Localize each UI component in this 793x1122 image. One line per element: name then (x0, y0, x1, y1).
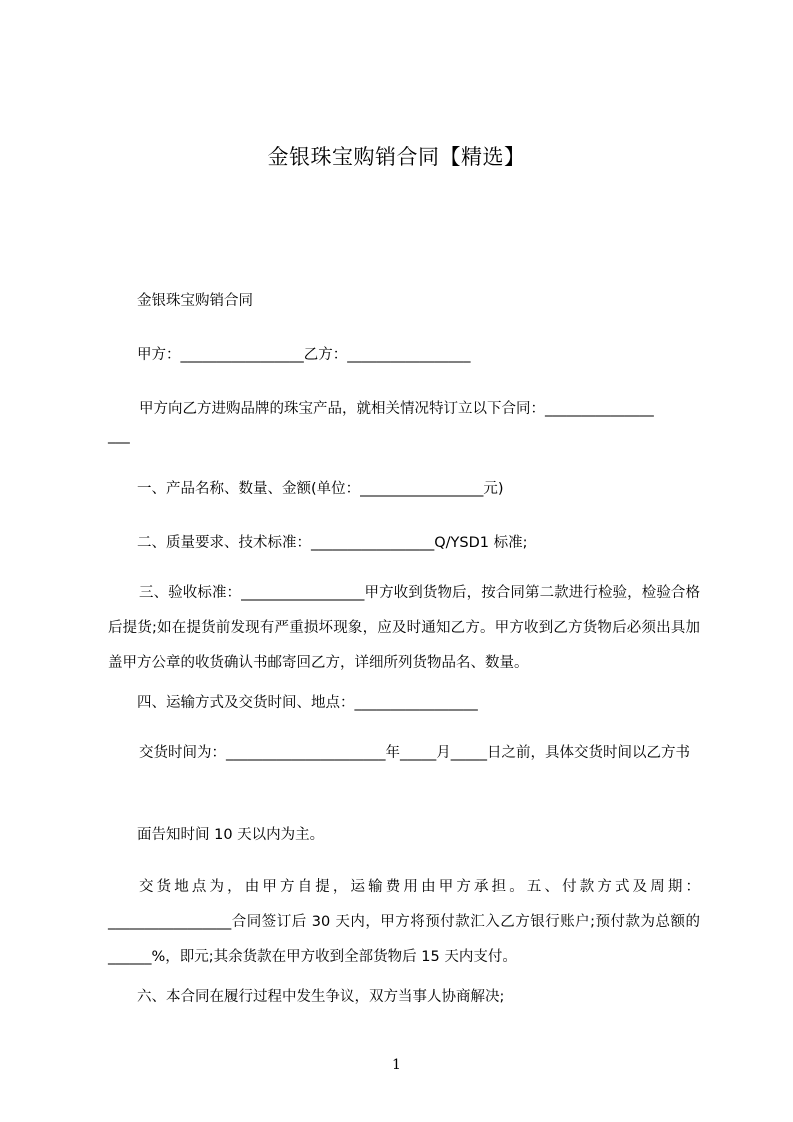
clause-5-payment: 交货地点为，由甲方自提，运输费用由甲方承担。五、付款方式及周期：_________________合同签订后 30 天内，甲方将预付款汇入乙方银行账户;预付款为总额的______%，即元;其余货款在甲方收到全部货物后 15 天内支付。 (108, 879, 700, 965)
delivery-time-paragraph: 交货时间为：______________________年_____月_____日之前，具体交货时间以乙方书 (139, 745, 690, 761)
parties-line: 甲方：_________________乙方：_________________ (137, 347, 471, 363)
intro-paragraph: 甲方向乙方进购品牌的珠宝产品，就相关情况特订立以下合同：_______________ (139, 401, 654, 417)
page-number: 1 (392, 1057, 401, 1073)
clause-6: 六、本合同在履行过程中发生争议，双方当事人协商解决; (137, 989, 505, 1005)
document-title: 金银珠宝购销合同【精选】 (267, 145, 526, 169)
clause-4: 四、运输方式及交货时间、地点：_________________ (137, 695, 478, 711)
clause-1: 一、产品名称、数量、金额(单位：_________________元) (137, 481, 504, 497)
intro-paragraph-continuation: ___ (108, 428, 130, 444)
clause-2: 二、质量要求、技术标准：_________________Q/YSD1 标准; (137, 535, 528, 551)
delivery-notice-paragraph: 面告知时间 10 天以内为主。 (137, 827, 325, 843)
clause-3: 三、验收标准：_________________甲方收到货物后，按合同第二款进行检验，检验合格后提货;如在提货前发现有严重损坏现象，应及时通知乙方。甲方收到乙方货物后必须出具加盖甲方公章的收货确认书邮寄回乙方，详细所列货物品名、数量。 (108, 585, 700, 671)
contract-heading: 金银珠宝购销合同 (137, 293, 253, 309)
